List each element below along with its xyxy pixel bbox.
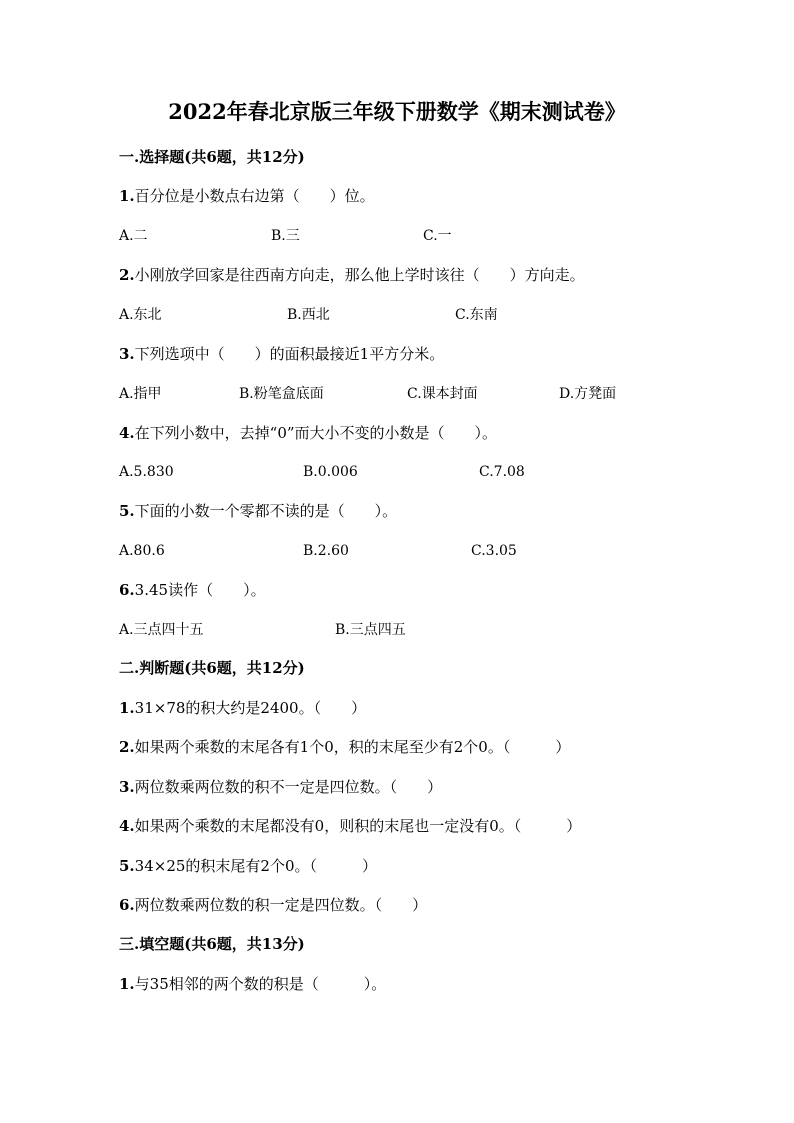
question-text: [119, 264, 585, 286]
question-text: [119, 973, 386, 995]
question-body: 下列选项中（ ）的面积最接近1平方分米。: [134, 345, 445, 363]
option-b: B.三点四五: [335, 622, 406, 638]
option-a: A.80.6: [119, 543, 165, 559]
question-body: 如果两个乘数的末尾各有1个0，积的末尾至少有2个0。（ ）: [134, 738, 571, 756]
question-body: 3.45读作（ ）。: [134, 581, 266, 599]
question-text: [119, 855, 377, 877]
question-body: 下面的小数一个零都不读的是（ ）。: [134, 502, 398, 520]
question-text: [119, 579, 266, 601]
option-b: B.三: [271, 228, 300, 244]
question-text: [119, 422, 497, 444]
option-b: B.西北: [287, 307, 330, 323]
question-text: [119, 776, 442, 798]
option-a: A.三点四十五: [119, 622, 204, 638]
question-text: [119, 697, 366, 719]
question-body: 两位数乘两位数的积一定是四位数。（ ）: [134, 896, 428, 914]
option-b: B.0.006: [303, 464, 358, 480]
question-number: 6.: [119, 896, 135, 914]
question-text: [119, 894, 427, 916]
question-number: 4.: [119, 424, 135, 442]
question-number: 3.: [119, 345, 135, 363]
option-c: C.东南: [455, 307, 498, 323]
question-text: [119, 185, 375, 207]
section-heading-choice: 一.选择题(共6题，共12分): [119, 148, 305, 166]
option-c: C.7.08: [479, 464, 525, 480]
question-body: 如果两个乘数的末尾都没有0，则积的末尾也一定没有0。（ ）: [134, 817, 582, 835]
question-text: [119, 736, 570, 758]
question-body: 31×78的积大约是2400。（ ）: [134, 699, 367, 717]
option-d: D.方凳面: [559, 386, 617, 402]
question-body: 两位数乘两位数的积不一定是四位数。（ ）: [134, 778, 443, 796]
question-number: 2.: [119, 738, 135, 756]
question-text: [119, 343, 444, 365]
question-body: 与35相邻的两个数的积是（ ）。: [134, 975, 387, 993]
question-number: 2.: [119, 266, 135, 284]
option-c: C.一: [423, 228, 452, 244]
question-body: 百分位是小数点右边第（ ）位。: [134, 187, 375, 205]
question-number: 6.: [119, 581, 135, 599]
option-c: C.课本封面: [407, 386, 478, 402]
question-number: 1.: [119, 187, 135, 205]
option-a: A.5.830: [119, 464, 174, 480]
question-number: 5.: [119, 857, 135, 875]
question-number: 5.: [119, 502, 135, 520]
option-a: A.二: [119, 228, 148, 244]
question-number: 1.: [119, 975, 135, 993]
option-c: C.3.05: [471, 543, 517, 559]
option-b: B.2.60: [303, 543, 349, 559]
question-number: 1.: [119, 699, 135, 717]
question-text: [119, 500, 397, 522]
section-heading-judgment: 二.判断题(共6题，共12分): [119, 659, 305, 677]
option-a: A.东北: [119, 307, 162, 323]
question-body: 34×25的积末尾有2个0。（ ）: [134, 857, 378, 875]
page-title: 2022年春北京版三年级下册数学《期末测试卷》: [168, 99, 626, 124]
question-number: 3.: [119, 778, 135, 796]
question-body: 小刚放学回家是往西南方向走，那么他上学时该往（ ）方向走。: [134, 266, 585, 284]
question-body: 在下列小数中，去掉“0”而大小不变的小数是（ ）。: [134, 424, 498, 442]
question-number: 4.: [119, 817, 135, 835]
option-b: B.粉笔盒底面: [239, 386, 324, 402]
question-text: [119, 815, 581, 837]
option-a: A.指甲: [119, 386, 162, 402]
section-heading-fill-in: 三.填空题(共6题，共13分): [119, 935, 305, 953]
